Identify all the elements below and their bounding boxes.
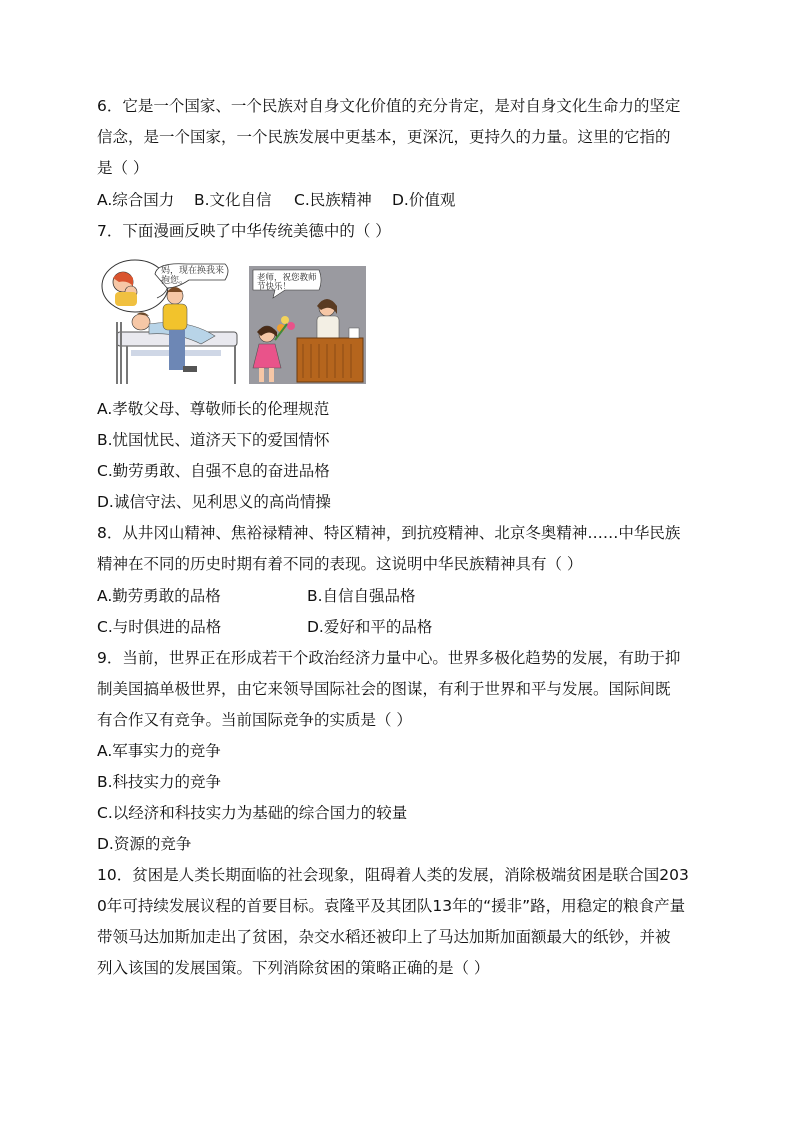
q10-line-3: 带领马达加斯加走出了贫困，杂交水稻还被印上了马达加斯加面额最大的纸钞，并被 [97,928,671,946]
cartoon-panel-teachers-day [249,266,366,384]
q8-option-d: D.爱好和平的品格 [307,618,433,636]
q9-option-d: D.资源的竞争 [97,835,192,853]
q9-line-3: 有合作又有竞争。当前国际竞争的实质是（ ） [97,711,412,729]
q10-line-4: 列入该国的发展国策。下列消除贫困的策略正确的是（ ） [97,959,490,977]
q8-line-2: 精神在不同的历史时期有着不同的表现。这说明中华民族精神具有（ ） [97,555,583,573]
q9-option-c: C.以经济和科技实力为基础的综合国力的较量 [97,804,408,822]
q6-line-2: 信念，是一个国家，一个民族发展中更基本，更深沉，更持久的力量。这里的它指的 [97,128,671,146]
bubble-left-line-1: 妈，现在换我来 [161,266,225,276]
cartoon-panel-caring-for-mother [102,260,237,384]
q7-option-d: D.诚信守法、见利思义的高尚情操 [97,493,331,511]
q7-cartoon-image [97,258,372,386]
q6-line-1: 6．它是一个国家、一个民族对自身文化价值的充分肯定，是对自身文化生命力的坚定 [97,97,681,115]
q9-line-1: 9．当前，世界正在形成若干个政治经济力量中心。世界多极化趋势的发展，有助于抑 [97,649,681,667]
q7-stem: 7．下面漫画反映了中华传统美德中的（ ） [97,222,391,240]
q6-option-c: C.民族精神 [294,191,372,209]
q9-option-a: A.军事实力的竞争 [97,742,221,760]
q8-option-c: C.与时俱进的品格 [97,618,222,636]
q6-option-a: A.综合国力 [97,191,175,209]
bubble-left-line-2: 抱您。 [161,276,189,286]
bubble-right-line-1: 老师，祝您教师 [257,273,317,283]
q7-option-a: A.孝敬父母、尊敬师长的伦理规范 [97,400,330,418]
q10-line-1: 10．贫困是人类长期面临的社会现象，阻碍着人类的发展，消除极端贫困是联合国203 [97,866,689,884]
q9-line-2: 制美国搞单极世界，由它来领导国际社会的图谋，有利于世界和平与发展。国际间既 [97,680,671,698]
q7-option-b: B.忧国忧民、道济天下的爱国情怀 [97,431,330,449]
q8-line-1: 8．从井冈山精神、焦裕禄精神、特区精神，到抗疫精神、北京冬奥精神……中华民族 [97,524,681,542]
bubble-right-line-2: 节快乐！ [257,282,292,292]
q8-option-a: A.勤劳勇敢的品格 [97,587,221,605]
q6-options [97,190,455,210]
q6-option-b: B.文化自信 [194,191,272,209]
q6-option-d: D.价值观 [392,191,456,209]
q10-line-2: 0年可持续发展议程的首要目标。袁隆平及其团队13年的“援非”路，用稳定的粮食产量 [97,897,686,915]
q8-option-b: B.自信自强品格 [307,587,416,605]
q6-line-3: 是（ ） [97,159,149,177]
q9-option-b: B.科技实力的竞争 [97,773,222,791]
q8-options-row-1 [97,586,416,606]
q7-option-c: C.勤劳勇敢、自强不息的奋进品格 [97,462,330,480]
q8-options-row-2 [97,617,432,637]
